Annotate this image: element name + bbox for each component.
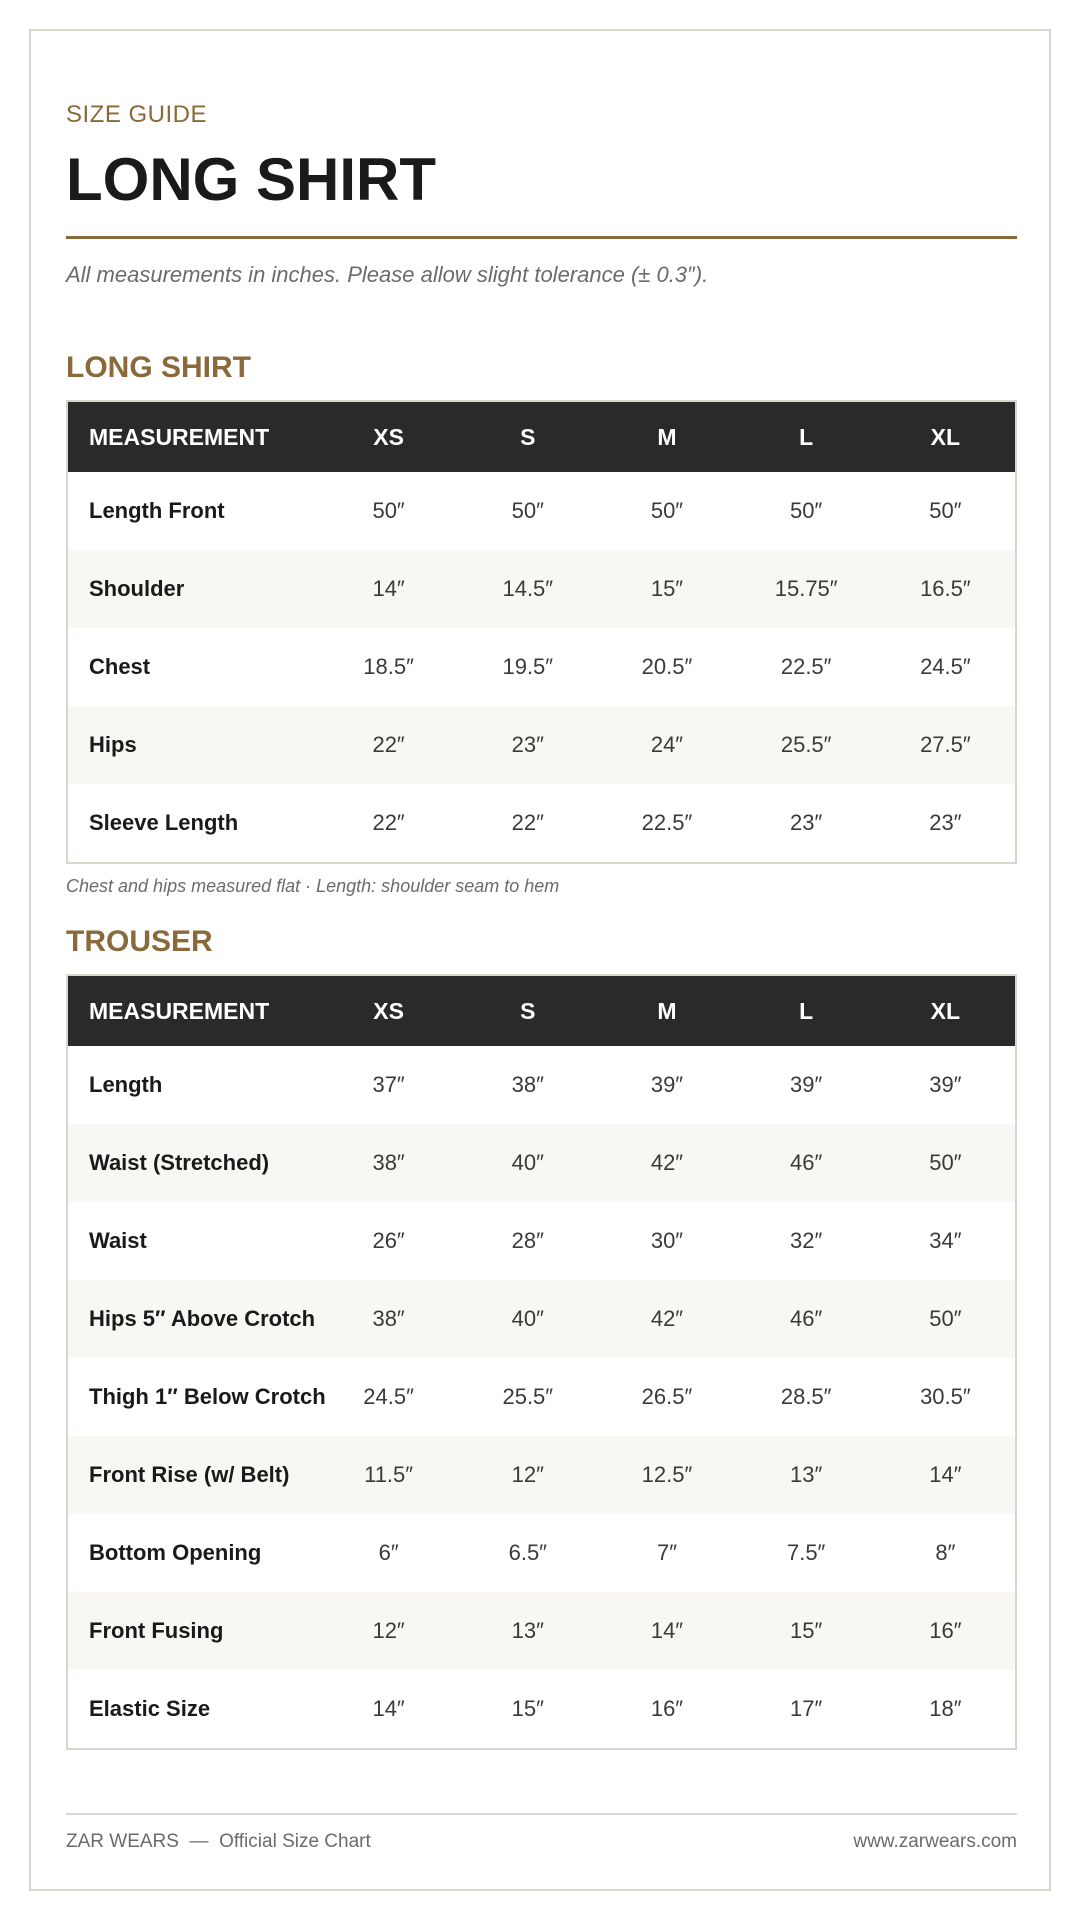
column-header-size: S — [520, 997, 536, 1024]
size-value-cell: 23″ — [929, 810, 962, 835]
size-value-cell: 37″ — [372, 1072, 405, 1097]
trouser-table — [66, 974, 1017, 1750]
size-value-cell: 7.5″ — [786, 1540, 826, 1565]
size-value-cell: 14″ — [650, 1618, 684, 1643]
page-title: LONG SHIRT — [66, 146, 436, 213]
size-value-cell: 24.5″ — [920, 654, 971, 679]
size-value-cell: 6″ — [378, 1540, 399, 1565]
section-title-trouser: TROUSER — [66, 925, 213, 958]
size-value-cell: 22″ — [372, 810, 405, 835]
table-row — [68, 1358, 1015, 1436]
size-value-cell: 27.5″ — [920, 732, 971, 757]
table-row — [68, 628, 1015, 706]
column-header-measurement: MEASUREMENT — [89, 997, 270, 1024]
size-value-cell: 19.5″ — [502, 654, 554, 679]
size-value-cell: 42″ — [650, 1306, 684, 1331]
size-value-cell: 25.5″ — [502, 1384, 554, 1409]
size-guide-card — [29, 29, 1051, 1891]
footer-divider — [66, 1813, 1017, 1815]
table-row — [68, 472, 1015, 550]
row-label: Front Rise (w/ Belt) — [89, 1462, 290, 1487]
size-value-cell: 12″ — [511, 1462, 544, 1487]
long-shirt-table — [66, 400, 1017, 864]
row-label: Waist — [89, 1228, 147, 1253]
size-value-cell: 12″ — [372, 1618, 405, 1643]
column-header-size: XL — [930, 997, 961, 1024]
size-value-cell: 18.5″ — [363, 654, 414, 679]
column-header-size: M — [657, 423, 677, 450]
size-value-cell: 39″ — [650, 1072, 684, 1097]
size-value-cell: 7″ — [656, 1540, 677, 1565]
column-header-size: L — [799, 997, 814, 1024]
footer-url[interactable]: www.zarwears.com — [853, 1831, 1017, 1852]
table-row — [68, 1670, 1015, 1748]
size-value-cell: 30″ — [650, 1228, 684, 1253]
table-row — [68, 1124, 1015, 1202]
footer-brand: ZAR WEARS — Official Size Chart — [66, 1831, 371, 1852]
size-value-cell: 20.5″ — [641, 654, 693, 679]
size-value-cell: 38″ — [372, 1150, 405, 1175]
column-header-measurement: MEASUREMENT — [89, 423, 270, 450]
size-value-cell: 28″ — [511, 1228, 544, 1253]
size-value-cell: 15″ — [650, 576, 684, 601]
row-label: Chest — [89, 654, 151, 679]
row-label: Length Front — [89, 498, 225, 523]
size-value-cell: 39″ — [929, 1072, 962, 1097]
size-value-cell: 32″ — [790, 1228, 823, 1253]
size-value-cell: 39″ — [790, 1072, 823, 1097]
size-value-cell: 50″ — [511, 498, 544, 523]
size-value-cell: 18″ — [929, 1696, 962, 1721]
title-divider — [66, 236, 1017, 239]
size-value-cell: 15″ — [790, 1618, 823, 1643]
row-label: Bottom Opening — [89, 1540, 262, 1565]
column-header-size: S — [520, 423, 536, 450]
size-value-cell: 22″ — [372, 732, 405, 757]
size-value-cell: 46″ — [790, 1150, 823, 1175]
table-header-row — [68, 402, 1015, 472]
size-value-cell: 8″ — [935, 1540, 956, 1565]
table-row — [68, 706, 1015, 784]
row-label: Sleeve Length — [89, 810, 239, 835]
size-value-cell: 50″ — [372, 498, 405, 523]
size-value-cell: 15″ — [511, 1696, 544, 1721]
size-value-cell: 26″ — [372, 1228, 405, 1253]
table-row — [68, 1592, 1015, 1670]
size-value-cell: 50″ — [650, 498, 684, 523]
size-value-cell: 25.5″ — [780, 732, 832, 757]
eyebrow-label: SIZE GUIDE — [66, 101, 208, 128]
table-row — [68, 1436, 1015, 1514]
table-row — [68, 1280, 1015, 1358]
row-label: Shoulder — [89, 576, 185, 601]
size-value-cell: 16.5″ — [920, 576, 971, 601]
column-header-size: L — [799, 423, 814, 450]
row-label: Thigh 1″ Below Crotch — [89, 1384, 326, 1409]
size-value-cell: 26.5″ — [641, 1384, 693, 1409]
column-header-size: XS — [373, 997, 404, 1024]
size-value-cell: 42″ — [650, 1150, 684, 1175]
table-header-row — [68, 976, 1015, 1046]
size-value-cell: 50″ — [929, 498, 962, 523]
size-value-cell: 11.5″ — [364, 1462, 414, 1487]
size-value-cell: 50″ — [790, 498, 823, 523]
row-label: Front Fusing — [89, 1618, 224, 1643]
size-value-cell: 24″ — [650, 732, 684, 757]
row-label: Hips 5″ Above Crotch — [89, 1306, 316, 1331]
section-title-long-shirt: LONG SHIRT — [66, 351, 251, 384]
size-value-cell: 13″ — [511, 1618, 544, 1643]
table-row — [68, 1202, 1015, 1280]
size-value-cell: 28.5″ — [780, 1384, 832, 1409]
size-value-cell: 12.5″ — [641, 1462, 693, 1487]
column-header-size: XL — [930, 423, 961, 450]
size-value-cell: 23″ — [790, 810, 823, 835]
size-value-cell: 50″ — [929, 1150, 962, 1175]
size-value-cell: 34″ — [929, 1228, 962, 1253]
row-label: Waist (Stretched) — [89, 1150, 270, 1175]
row-label: Elastic Size — [89, 1696, 211, 1721]
size-value-cell: 30.5″ — [920, 1384, 971, 1409]
size-value-cell: 17″ — [790, 1696, 823, 1721]
size-value-cell: 15.75″ — [774, 576, 838, 601]
size-value-cell: 22″ — [511, 810, 544, 835]
size-value-cell: 22.5″ — [780, 654, 832, 679]
table-row — [68, 1514, 1015, 1592]
size-value-cell: 16″ — [650, 1696, 684, 1721]
table-row — [68, 550, 1015, 628]
size-value-cell: 38″ — [511, 1072, 544, 1097]
size-value-cell: 22.5″ — [641, 810, 693, 835]
column-header-size: XS — [373, 423, 404, 450]
size-value-cell: 6.5″ — [508, 1540, 547, 1565]
size-value-cell: 23″ — [511, 732, 544, 757]
size-value-cell: 14.5″ — [502, 576, 554, 601]
long-shirt-footnote: Chest and hips measured flat · Length: shoulder seam to hem — [66, 876, 560, 896]
size-value-cell: 50″ — [929, 1306, 962, 1331]
column-header-size: M — [657, 997, 677, 1024]
size-value-cell: 38″ — [372, 1306, 405, 1331]
size-value-cell: 40″ — [511, 1306, 544, 1331]
row-label: Hips — [89, 732, 137, 757]
size-value-cell: 14″ — [372, 576, 405, 601]
measurement-note: All measurements in inches. Please allow slight tolerance (± 0.3″). — [66, 262, 709, 287]
size-value-cell: 14″ — [929, 1462, 962, 1487]
size-value-cell: 46″ — [790, 1306, 823, 1331]
size-value-cell: 16″ — [929, 1618, 962, 1643]
size-value-cell: 40″ — [511, 1150, 544, 1175]
table-row — [68, 1046, 1015, 1124]
size-value-cell: 24.5″ — [363, 1384, 414, 1409]
row-label: Length — [89, 1072, 163, 1097]
size-value-cell: 14″ — [372, 1696, 405, 1721]
size-value-cell: 13″ — [790, 1462, 823, 1487]
table-row — [68, 784, 1015, 862]
